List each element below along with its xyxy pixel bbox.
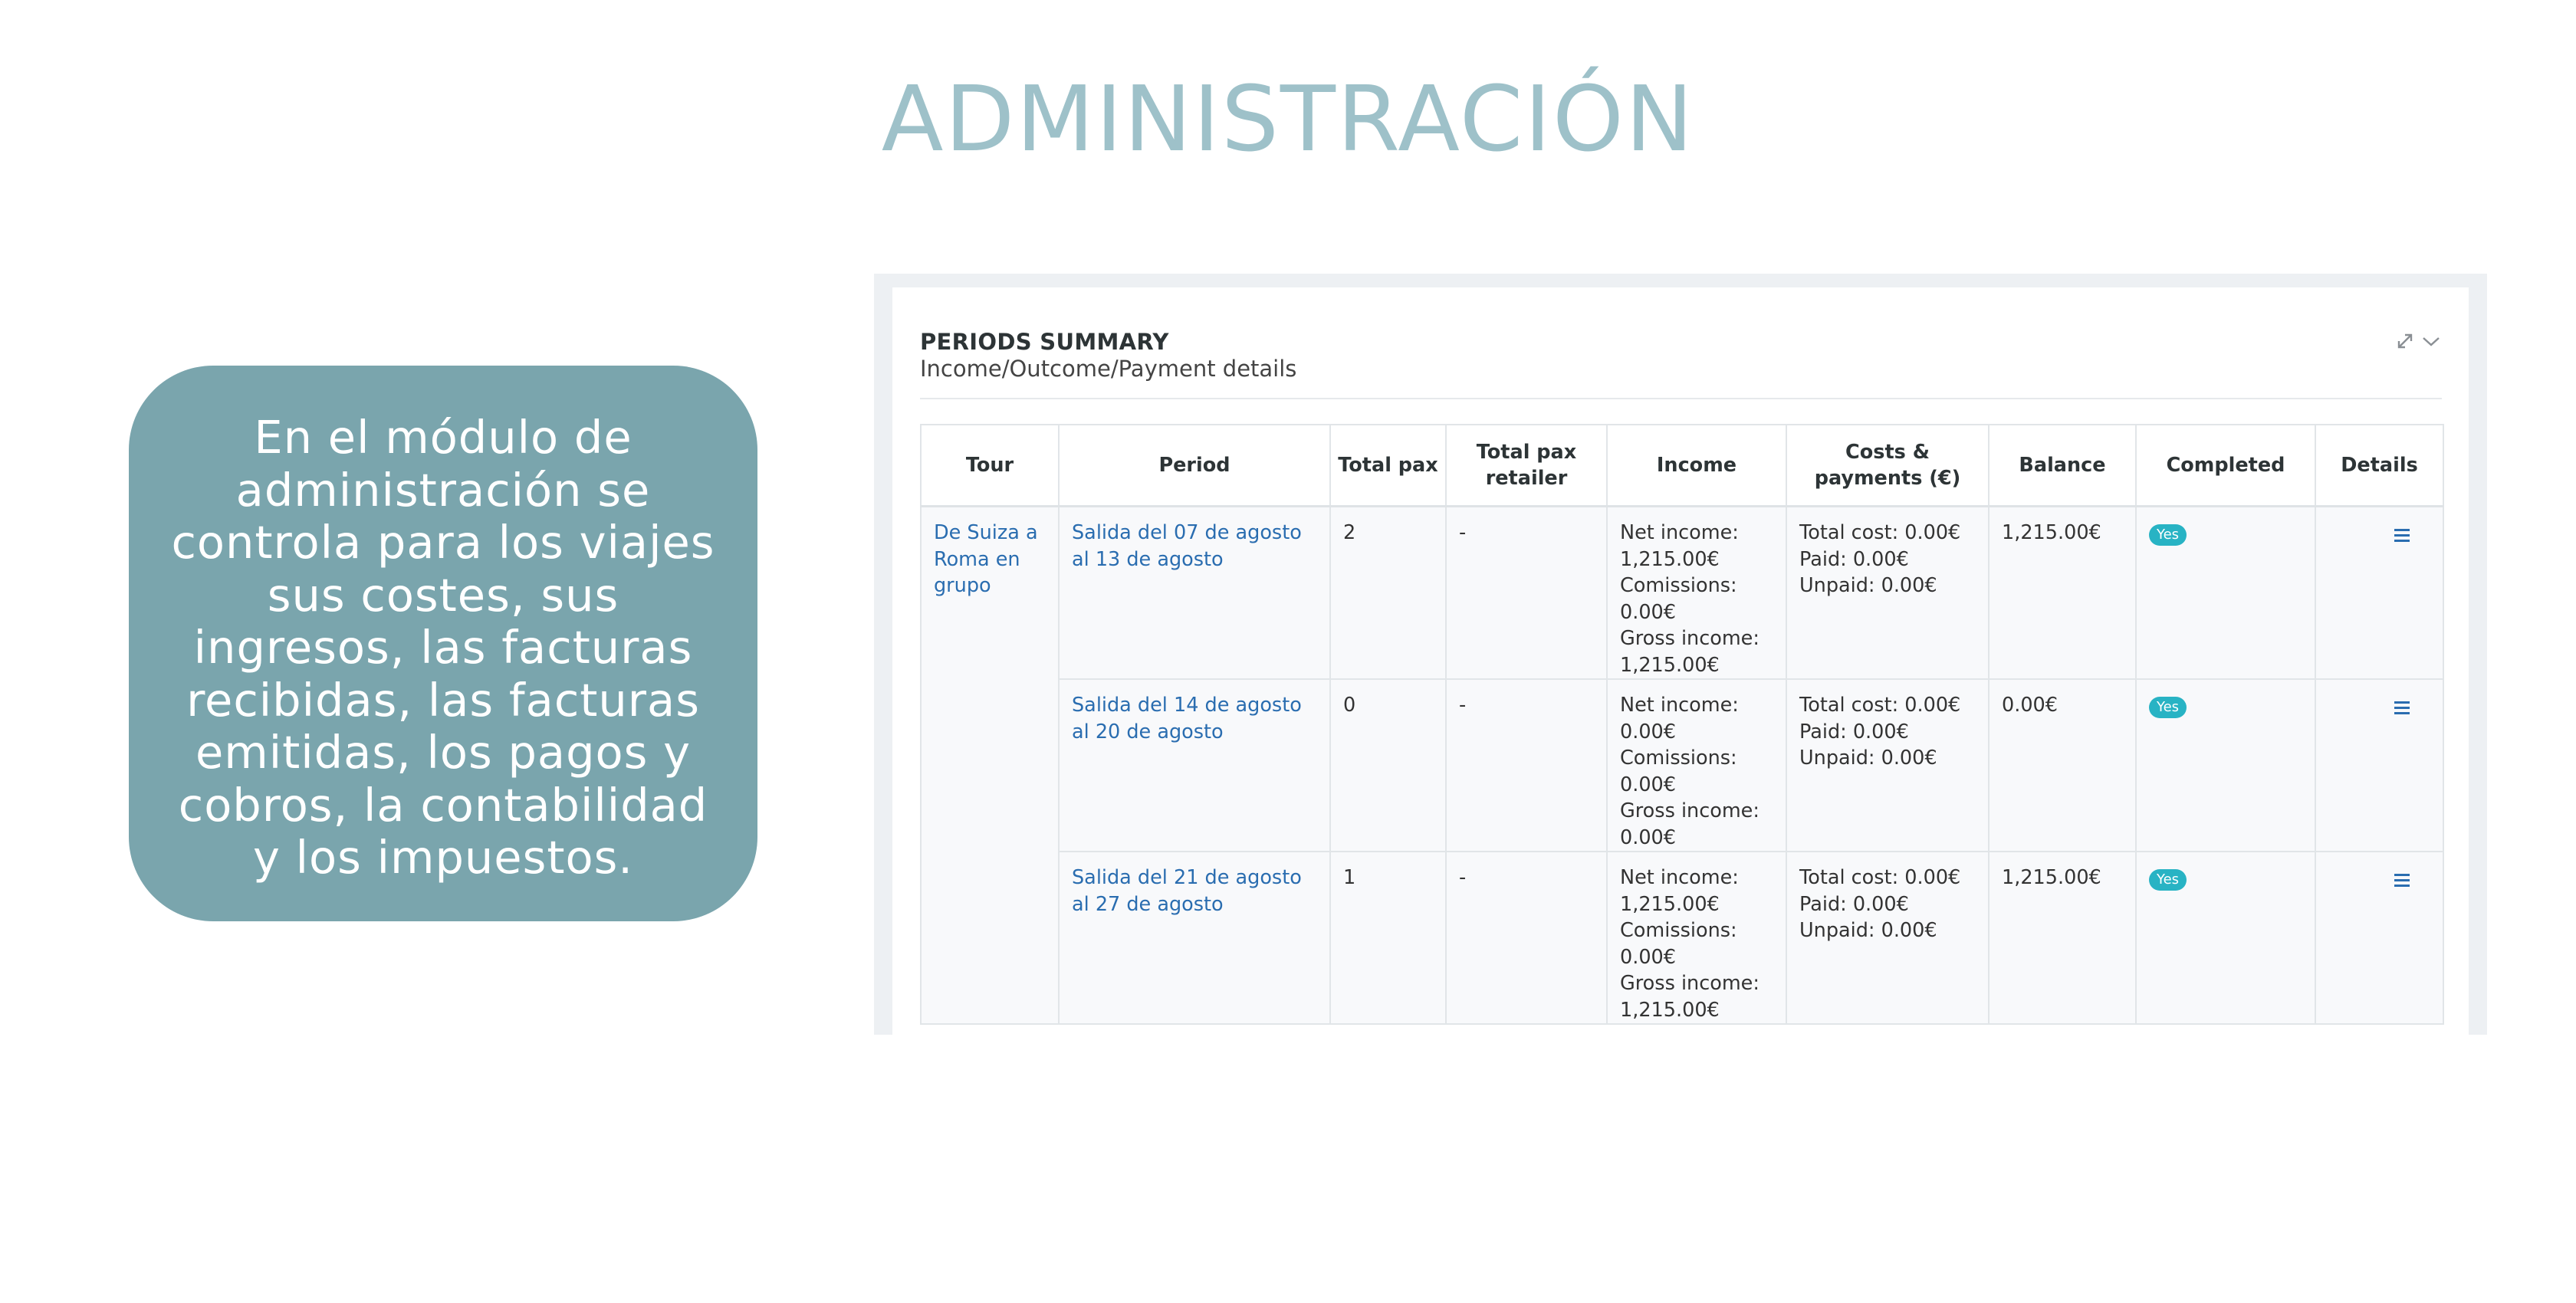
info-callout (129, 366, 757, 921)
table-header-row (921, 425, 2443, 507)
completed-cell (2136, 507, 2315, 680)
completed-cell (2136, 679, 2315, 852)
periods-summary-table (920, 424, 2444, 1025)
paid: Paid: 0.00€ (1799, 547, 1909, 571)
period-cell (1059, 852, 1330, 1024)
column-header-tour[interactable]: Tour (921, 425, 1059, 507)
period-cell (1059, 507, 1330, 680)
status-badge: Yes (2149, 524, 2187, 546)
total-pax-retailer-cell: - (1446, 852, 1607, 1024)
expand-icon[interactable] (2394, 330, 2416, 352)
status-badge: Yes (2149, 697, 2187, 718)
periods-summary-panel (892, 287, 2469, 1035)
table-row (921, 679, 2443, 852)
table-row (921, 507, 2443, 680)
details-cell (2315, 679, 2443, 852)
table-row (921, 852, 2443, 1024)
column-header-total-pax[interactable]: Total pax (1330, 425, 1446, 507)
unpaid: Unpaid: 0.00€ (1799, 574, 1937, 597)
net-income: Net income: 0.00€ (1620, 694, 1739, 743)
income-cell (1607, 679, 1786, 852)
paid: Paid: 0.00€ (1799, 720, 1909, 743)
menu-icon[interactable] (2392, 697, 2412, 714)
total-cost: Total cost: 0.00€ (1799, 521, 1961, 544)
info-callout-text: En el módulo de administración se controla para los viajes sus costes, sus ingresos, las facturas recibidas, las facturas emitidas, los pagos y cobros, la contabilidad y los impuestos. (171, 411, 715, 884)
details-cell (2315, 507, 2443, 680)
status-badge: Yes (2149, 869, 2187, 891)
column-header-balance[interactable]: Balance (1989, 425, 2136, 507)
column-header-income[interactable]: Income (1607, 425, 1786, 507)
panel-subtitle: Income/Outcome/Payment details (920, 356, 1297, 382)
unpaid: Unpaid: 0.00€ (1799, 919, 1937, 942)
gross-income: Gross income: 1,215.00€ (1620, 627, 1760, 677)
balance-cell: 0.00€ (1989, 679, 2136, 852)
gross-income: Gross income: 1,215.00€ (1620, 972, 1760, 1022)
panel-header (920, 329, 2442, 399)
total-pax-retailer-cell: - (1446, 507, 1607, 680)
panel-tools (2394, 330, 2442, 352)
costs-cell (1786, 507, 1989, 680)
period-link[interactable]: Salida del 07 de agosto al 13 de agosto (1072, 521, 1302, 571)
period-link[interactable]: Salida del 14 de agosto al 20 de agosto (1072, 694, 1302, 743)
balance-cell: 1,215.00€ (1989, 507, 2136, 680)
net-income: Net income: 1,215.00€ (1620, 866, 1739, 916)
gross-income: Gross income: 0.00€ (1620, 799, 1760, 849)
income-cell (1607, 852, 1786, 1024)
column-header-costs[interactable]: Costs & payments (€) (1786, 425, 1989, 507)
total-pax-cell: 1 (1330, 852, 1446, 1024)
column-header-details[interactable]: Details (2315, 425, 2443, 507)
slide-title: ADMINISTRACIÓN (881, 66, 1695, 172)
menu-icon[interactable] (2392, 869, 2412, 886)
panel-title: PERIODS SUMMARY (920, 329, 1169, 355)
total-cost: Total cost: 0.00€ (1799, 866, 1961, 889)
paid: Paid: 0.00€ (1799, 892, 1909, 916)
column-header-completed[interactable]: Completed (2136, 425, 2315, 507)
total-pax-retailer-cell: - (1446, 679, 1607, 852)
period-cell (1059, 679, 1330, 852)
total-pax-cell: 2 (1330, 507, 1446, 680)
comissions: Comissions: 0.00€ (1620, 919, 1737, 969)
chevron-down-icon[interactable] (2420, 330, 2442, 352)
menu-icon[interactable] (2392, 524, 2412, 541)
costs-cell (1786, 852, 1989, 1024)
total-pax-cell: 0 (1330, 679, 1446, 852)
tour-link[interactable]: De Suiza a Roma en grupo (934, 521, 1038, 597)
net-income: Net income: 1,215.00€ (1620, 521, 1739, 571)
tour-cell (921, 507, 1059, 1025)
total-cost: Total cost: 0.00€ (1799, 694, 1961, 717)
income-cell (1607, 507, 1786, 680)
balance-cell: 1,215.00€ (1989, 852, 2136, 1024)
completed-cell (2136, 852, 2315, 1024)
comissions: Comissions: 0.00€ (1620, 574, 1737, 624)
period-link[interactable]: Salida del 21 de agosto al 27 de agosto (1072, 866, 1302, 916)
costs-cell (1786, 679, 1989, 852)
screenshot-frame (874, 274, 2487, 1035)
unpaid: Unpaid: 0.00€ (1799, 747, 1937, 770)
details-cell (2315, 852, 2443, 1024)
column-header-total-pax-retailer[interactable]: Total pax retailer (1446, 425, 1607, 507)
column-header-period[interactable]: Period (1059, 425, 1330, 507)
comissions: Comissions: 0.00€ (1620, 747, 1737, 796)
